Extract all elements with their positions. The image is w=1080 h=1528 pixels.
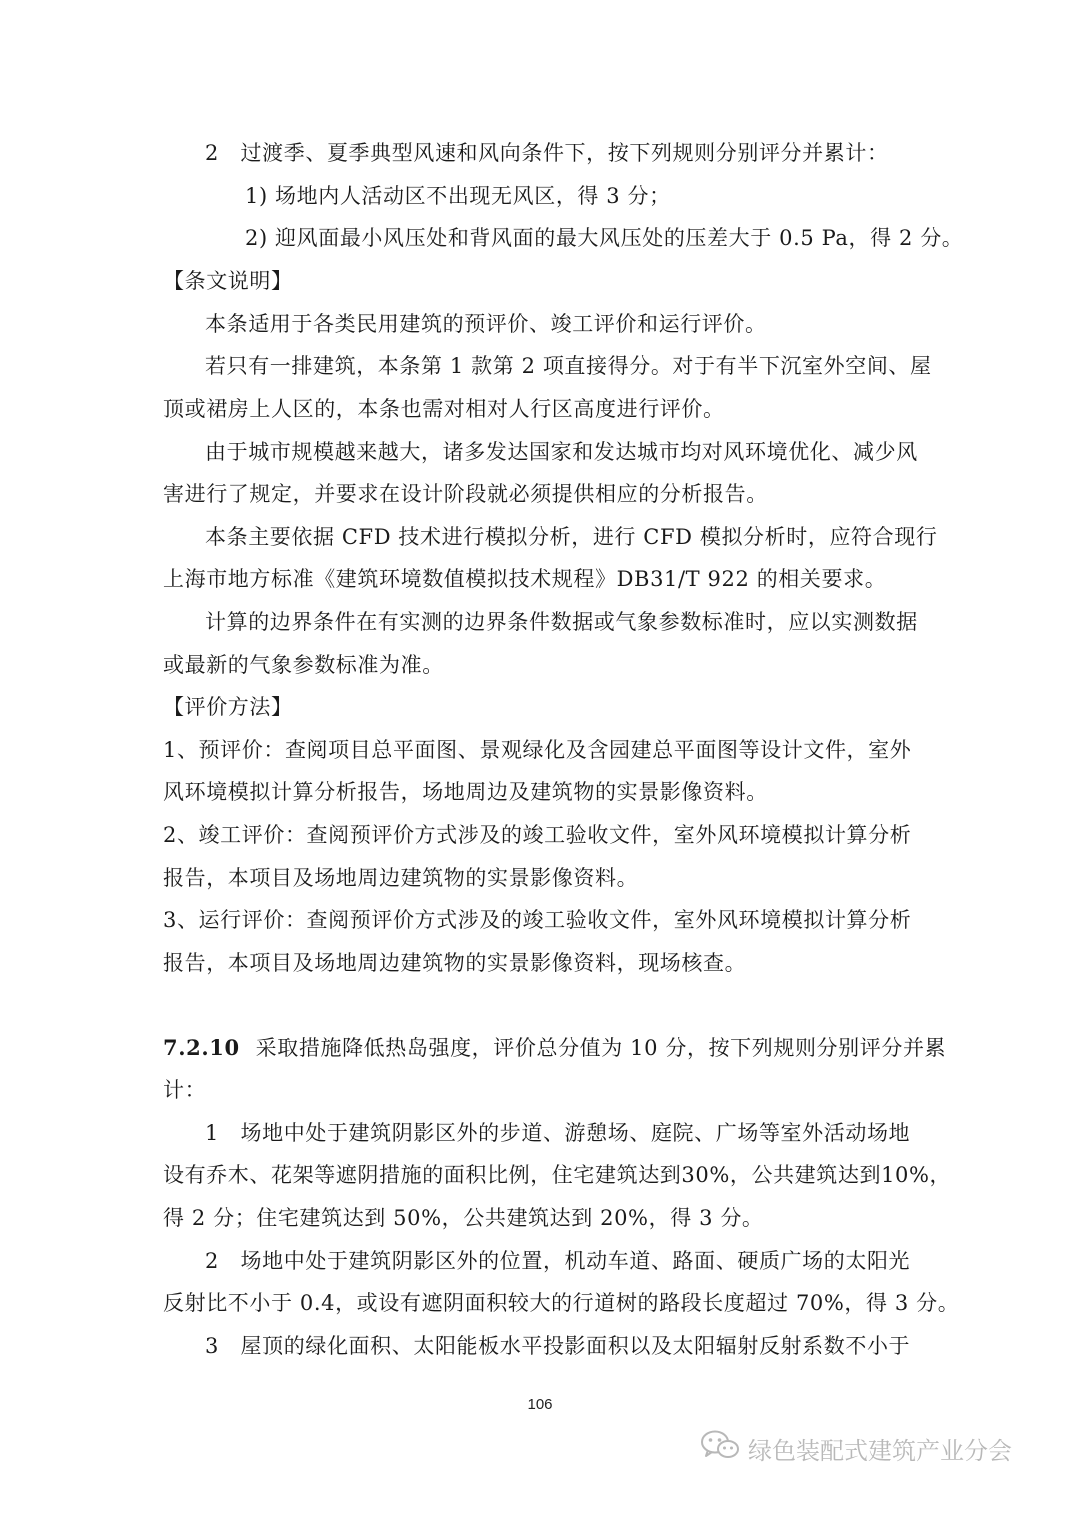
clause-line: [163, 1033, 946, 1063]
text-line: 2 场地中处于建筑阴影区外的位置，机动车道、路面、硬质广场的太阳光: [205, 1249, 911, 1273]
text-line: 上海市地方标准《建筑环境数值模拟技术规程》DB31/T 922 的相关要求。: [163, 567, 887, 591]
text-line: 若只有一排建筑，本条第 1 款第 2 项直接得分。对于有半下沉室外空间、屋: [205, 354, 932, 378]
text-line: 本条适用于各类民用建筑的预评价、竣工评价和运行评价。: [205, 312, 767, 336]
watermark-text: 绿色装配式建筑产业分会: [748, 1436, 1012, 1465]
text-line: 由于城市规模越来越大，诸多发达国家和发达城市均对风环境优化、减少风: [205, 440, 918, 464]
text-line: 顶或裙房上人区的，本条也需对相对人行区高度进行评价。: [163, 397, 725, 421]
text-line: 3 屋顶的绿化面积、太阳能板水平投影面积以及太阳辐射反射系数不小于: [205, 1334, 911, 1358]
clause-text: 采取措施降低热岛强度，评价总分值为 10 分，按下列规则分别评分并累: [255, 1036, 947, 1060]
text-line: 害进行了规定，并要求在设计阶段就必须提供相应的分析报告。: [163, 482, 768, 506]
text-line: 报告，本项目及场地周边建筑物的实景影像资料，现场核查。: [163, 951, 747, 975]
wechat-icon: [700, 1429, 740, 1467]
section-heading: 【条文说明】: [163, 269, 293, 293]
text-line: 本条主要依据 CFD 技术进行模拟分析，进行 CFD 模拟分析时，应符合现行: [205, 525, 938, 549]
text-line: 得 2 分；住宅建筑达到 50%，公共建筑达到 20%，得 3 分。: [163, 1206, 764, 1230]
text-line: 反射比不小于 0.4，或设有遮阴面积较大的行道树的路段长度超过 70%，得 3 分。: [163, 1291, 960, 1315]
section-heading: 【评价方法】: [163, 695, 293, 719]
text-line: 或最新的气象参数标准为准。: [163, 653, 444, 677]
text-line: 2、竣工评价：查阅预评价方式涉及的竣工验收文件，室外风环境模拟计算分析: [163, 823, 912, 847]
text-line: 设有乔木、花架等遮阴措施的面积比例，住宅建筑达到30%，公共建筑达到10%，: [163, 1163, 952, 1187]
text-line: 1、预评价：查阅项目总平面图、景观绿化及含园建总平面图等设计文件，室外: [163, 738, 912, 762]
text-line: 2) 迎风面最小风压处和背风面的最大风压处的压差大于 0.5 Pa，得 2 分。: [245, 226, 964, 250]
text-line: 计算的边界条件在有实测的边界条件数据或气象参数标准时，应以实测数据: [205, 610, 918, 634]
clause-number: 7.2.10: [163, 1035, 240, 1060]
text-line: 2 过渡季、夏季典型风速和风向条件下，按下列规则分别评分并累计：: [205, 141, 889, 165]
text-line: 风环境模拟计算分析报告，场地周边及建筑物的实景影像资料。: [163, 780, 768, 804]
text-line: 3、运行评价：查阅预评价方式涉及的竣工验收文件，室外风环境模拟计算分析: [163, 908, 912, 932]
text-line: 报告，本项目及场地周边建筑物的实景影像资料。: [163, 866, 639, 890]
watermark: [700, 1428, 1060, 1468]
text-line: 计：: [163, 1078, 207, 1102]
page-number: 106: [527, 1396, 553, 1413]
text-line: 1) 场地内人活动区不出现无风区，得 3 分；: [245, 184, 671, 208]
text-line: 1 场地中处于建筑阴影区外的步道、游憩场、庭院、广场等室外活动场地: [205, 1121, 911, 1145]
